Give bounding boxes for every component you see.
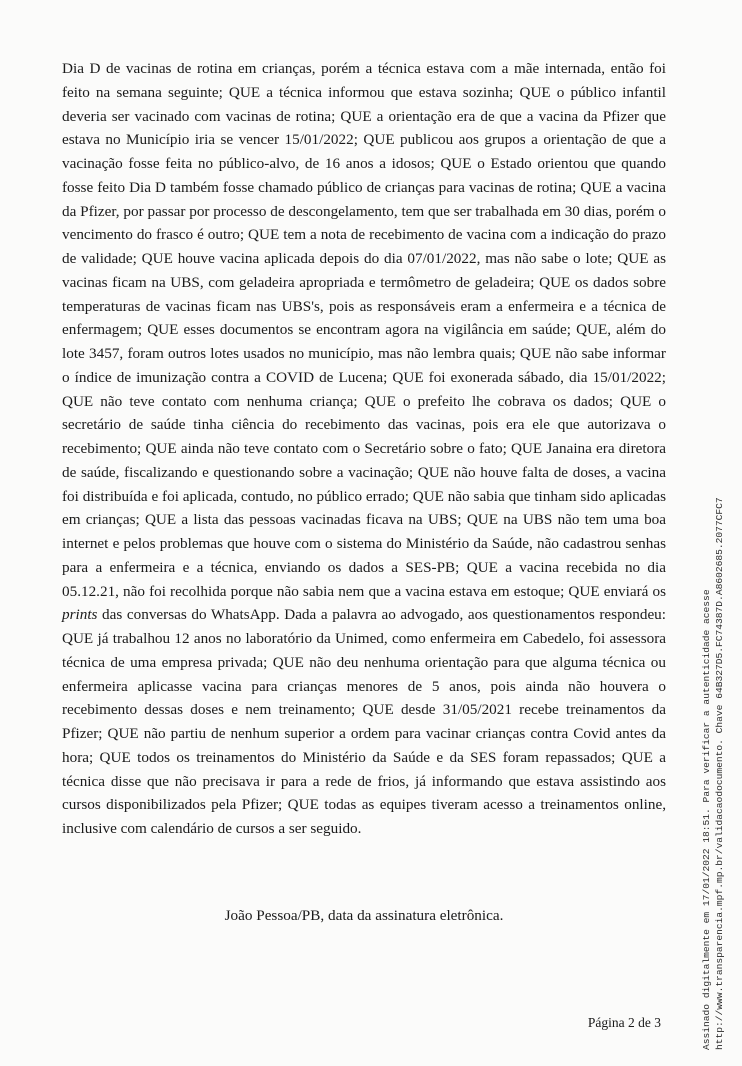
signature-place-date: João Pessoa/PB, data da assinatura eletrônica. bbox=[224, 907, 504, 924]
body-text-part-1: Dia D de vacinas de rotina em crianças, porém a técnica estava com a mãe internada, então foi feito na semana seguinte; QUE a técnica informou que estava sozinha; QUE o público infantil deveria ser vacinado com vacinas de rotina; QUE a orientação era de que a vacina da Pfizer que estava no Município iria se vencer 15/01/2022; QUE publicou aos grupos a orientação de que a vacinação fosse feita no público-alvo, de 16 anos a idosos; QUE o Estado orientou que quando fosse feito Dia D também fosse chamado público de crianças para vacinas de rotina; QUE a vacina da Pfizer, por passar por processo de descongelamento, tem que ser trabalhada em 30 dias, porém o vencimento do frasco é outro; QUE tem a nota de recebimento de vacina com a indicação do prazo de validade; QUE houve vacina aplicada depois do dia 07/01/2022, mas não sabe o lote; QUE as vacinas ficam na UBS, com geladeira apropriada e termômetro de geladeira; QUE os dados sobre temperaturas de vacinas ficam nas UBS's, pois as responsáveis eram a enfermeira e a técnica de enfermagem; QUE esses documentos se encontram agora na vigilância em saúde; QUE, além do lote 3457, foram outros lotes usados no município, mas não lembra quais; QUE não sabe informar o índice de imunização contra a COVID de Lucena; QUE foi exonerada sábado, dia 15/01/2022; QUE não teve contato com nenhuma criança; QUE o prefeito lhe cobrava os dados; QUE o secretário de saúde tinha ciência do recebimento das vacinas, pois era ele que autorizava o recebimento; QUE ainda não teve contato com o Secretário sobre o fato; QUE Janaina era diretora de saúde, fiscalizando e questionando sobre a vacinação; QUE não houve falta de doses, a vacina foi distribuída e foi aplicada, contudo, no público errado; QUE não sabia que tinham sido aplicadas em crianças; QUE a lista das pessoas vacinadas ficava na UBS; QUE na UBS não tem uma boa internet e pelos problemas que houve com o sistema do Ministério da Saúde, não cadastrou senhas para a enfermeira e a técnica, enviando os dados a SES-PB; QUE a vacina recebida no dia 05.12.21, não foi recolhida porque não sabia nem que a vacina estava em estoque; QUE enviará os bbox=[62, 60, 666, 600]
italic-word-prints: prints bbox=[62, 606, 98, 624]
digital-signature-stamp bbox=[700, 90, 726, 1050]
stamp-line-1: Assinado digitalmente em 17/01/2022 18:51. Para verificar a autenticidade acesse bbox=[701, 589, 712, 1050]
body-paragraph bbox=[62, 57, 666, 841]
body-text-part-2: das conversas do WhatsApp. Dada a palavra ao advogado, aos questionamentos respondeu: QUE já trabalhou 12 anos no laboratório da Unimed, como enfermeira em Cabedelo, foi assessora técnica de uma empresa privada; QUE não deu nenhuma orientação para que alguma técnica ou enfermeira aplicasse vacina para crianças menores de 5 anos, pois ainda não houvera o recebimento dessas doses e nem treinamento; QUE desde 31/05/2021 recebe treinamentos da Pfizer; QUE não partiu de nenhum superior a ordem para vacinar crianças contra Covid antes da hora; QUE todos os treinamentos do Ministério da Saúde e da SES foram repassados; QUE a técnica disse que não precisava ir para a rede de frios, já informando que estava assistindo aos cursos disponibilizados pela Pfizer; QUE todas as equipes tiveram acesso a treinamentos online, inclusive com calendário de cursos a ser seguido. bbox=[62, 606, 666, 837]
stamp-line-2: http://www.transparencia.mpf.mp.br/validacaodocumento. Chave 64B327D5.FC74387D.A8602685.2077CFC7 bbox=[714, 497, 725, 1050]
page-number: Página 2 de 3 bbox=[587, 1015, 661, 1030]
